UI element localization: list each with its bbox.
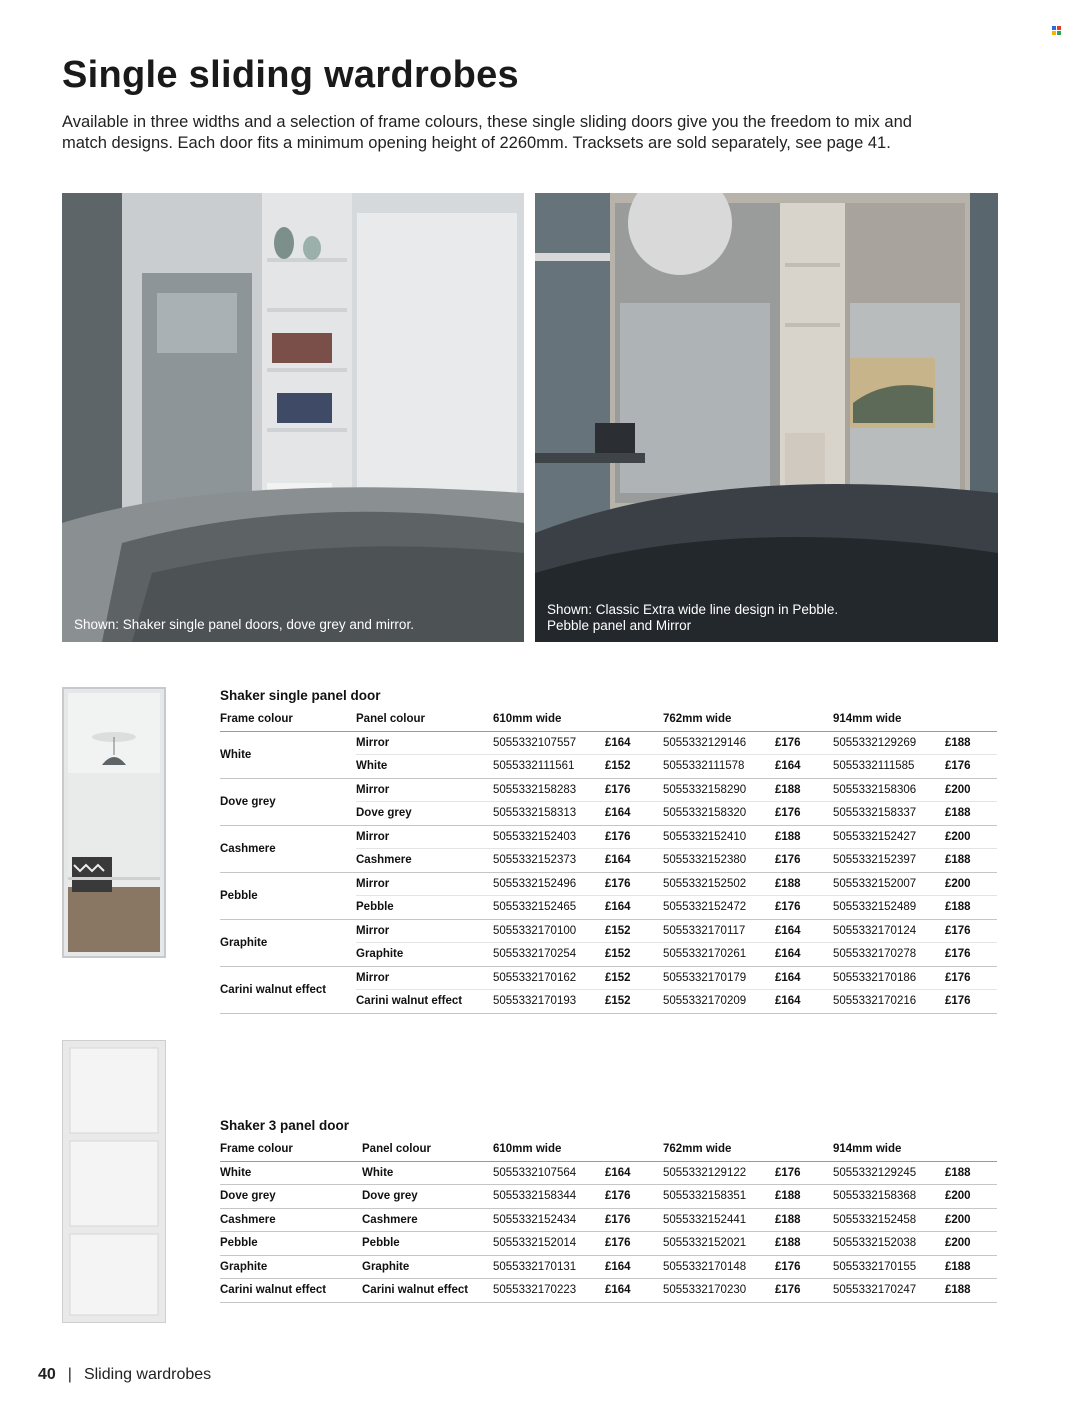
product-code-cell: 5055332170155 bbox=[833, 1255, 945, 1279]
price-cell: £152 bbox=[605, 990, 663, 1014]
product-code-cell: 5055332170254 bbox=[493, 943, 605, 967]
price-table-single-panel bbox=[220, 708, 997, 1014]
product-code-cell: 5055332170124 bbox=[833, 919, 945, 943]
product-code-cell: 5055332170148 bbox=[663, 1255, 775, 1279]
price-cell: £188 bbox=[945, 802, 997, 826]
frame-colour-cell: White bbox=[220, 1161, 362, 1185]
header-914mm: 914mm wide bbox=[833, 1138, 997, 1161]
price-cell: £164 bbox=[605, 1279, 663, 1303]
panel-colour-cell: White bbox=[356, 755, 493, 779]
frame-colour-cell: Dove grey bbox=[220, 778, 356, 825]
price-cell: £176 bbox=[775, 849, 833, 873]
product-code-cell: 5055332152465 bbox=[493, 896, 605, 920]
header-panel-colour: Panel colour bbox=[362, 1138, 493, 1161]
price-cell: £164 bbox=[605, 731, 663, 755]
price-cell: £164 bbox=[775, 755, 833, 779]
panel-colour-cell: Mirror bbox=[356, 872, 493, 896]
photo-caption-pebble-line1: Shown: Classic Extra wide line design in Pebble. bbox=[547, 602, 839, 617]
product-code-cell: 5055332170179 bbox=[663, 966, 775, 990]
table-header-row bbox=[220, 1138, 997, 1161]
price-cell: £188 bbox=[775, 1208, 833, 1232]
product-code-cell: 5055332170216 bbox=[833, 990, 945, 1014]
product-code-cell: 5055332158337 bbox=[833, 802, 945, 826]
frame-colour-cell: Cashmere bbox=[220, 825, 356, 872]
product-code-cell: 5055332152380 bbox=[663, 849, 775, 873]
product-code-cell: 5055332170223 bbox=[493, 1279, 605, 1303]
panel-colour-cell: Dove grey bbox=[356, 802, 493, 826]
price-cell: £176 bbox=[605, 872, 663, 896]
header-frame-colour: Frame colour bbox=[220, 1138, 362, 1161]
price-cell: £188 bbox=[945, 896, 997, 920]
header-610mm: 610mm wide bbox=[493, 708, 663, 731]
product-code-cell: 5055332170193 bbox=[493, 990, 605, 1014]
panel-colour-cell: Cashmere bbox=[362, 1208, 493, 1232]
section-name: Sliding wardrobes bbox=[83, 1366, 212, 1383]
price-cell: £176 bbox=[605, 1185, 663, 1209]
price-cell: £200 bbox=[945, 1185, 997, 1209]
product-code-cell: 5055332107557 bbox=[493, 731, 605, 755]
bedroom-photo-shaker bbox=[62, 193, 524, 642]
frame-colour-cell: Cashmere bbox=[220, 1208, 362, 1232]
product-code-cell: 5055332158351 bbox=[663, 1185, 775, 1209]
price-cell: £176 bbox=[605, 1232, 663, 1256]
price-cell: £176 bbox=[605, 778, 663, 802]
frame-colour-cell: Dove grey bbox=[220, 1185, 362, 1209]
price-cell: £152 bbox=[605, 919, 663, 943]
frame-colour-cell: Graphite bbox=[220, 1255, 362, 1279]
price-cell: £152 bbox=[605, 755, 663, 779]
panel-colour-cell: Mirror bbox=[356, 731, 493, 755]
price-cell: £176 bbox=[945, 919, 997, 943]
product-code-cell: 5055332111585 bbox=[833, 755, 945, 779]
table-row bbox=[220, 1255, 997, 1279]
price-cell: £152 bbox=[605, 966, 663, 990]
panel-colour-cell: Pebble bbox=[362, 1232, 493, 1256]
price-cell: £176 bbox=[945, 966, 997, 990]
table-row bbox=[220, 1279, 997, 1303]
price-cell: £176 bbox=[775, 896, 833, 920]
product-code-cell: 5055332158344 bbox=[493, 1185, 605, 1209]
price-cell: £164 bbox=[775, 943, 833, 967]
panel-colour-cell: Carini walnut effect bbox=[362, 1279, 493, 1303]
header-762mm: 762mm wide bbox=[663, 1138, 833, 1161]
product-code-cell: 5055332129122 bbox=[663, 1161, 775, 1185]
panel-colour-cell: Mirror bbox=[356, 919, 493, 943]
product-code-cell: 5055332170209 bbox=[663, 990, 775, 1014]
product-code-cell: 5055332158306 bbox=[833, 778, 945, 802]
price-cell: £188 bbox=[775, 778, 833, 802]
product-code-cell: 5055332158283 bbox=[493, 778, 605, 802]
product-code-cell: 5055332158290 bbox=[663, 778, 775, 802]
frame-colour-cell: Pebble bbox=[220, 872, 356, 919]
table-row bbox=[220, 1232, 997, 1256]
product-code-cell: 5055332158320 bbox=[663, 802, 775, 826]
product-code-cell: 5055332170100 bbox=[493, 919, 605, 943]
product-code-cell: 5055332152014 bbox=[493, 1232, 605, 1256]
header-frame-colour: Frame colour bbox=[220, 708, 356, 731]
product-code-cell: 5055332170186 bbox=[833, 966, 945, 990]
product-code-cell: 5055332152021 bbox=[663, 1232, 775, 1256]
panel-colour-cell: Mirror bbox=[356, 825, 493, 849]
price-cell: £176 bbox=[775, 1161, 833, 1185]
table-row bbox=[220, 825, 997, 849]
price-cell: £188 bbox=[945, 1255, 997, 1279]
product-code-cell: 5055332152403 bbox=[493, 825, 605, 849]
price-cell: £200 bbox=[945, 1232, 997, 1256]
price-cell: £200 bbox=[945, 872, 997, 896]
table-row bbox=[220, 966, 997, 990]
panel-colour-cell: Mirror bbox=[356, 778, 493, 802]
brand-logo-icon bbox=[1052, 26, 1062, 36]
product-code-cell: 5055332129146 bbox=[663, 731, 775, 755]
page-title: Single sliding wardrobes bbox=[62, 54, 519, 96]
price-cell: £176 bbox=[605, 1208, 663, 1232]
price-cell: £200 bbox=[945, 1208, 997, 1232]
table-header-row bbox=[220, 708, 997, 731]
product-code-cell: 5055332152038 bbox=[833, 1232, 945, 1256]
product-code-cell: 5055332152373 bbox=[493, 849, 605, 873]
price-cell: £188 bbox=[775, 1185, 833, 1209]
product-code-cell: 5055332152007 bbox=[833, 872, 945, 896]
price-cell: £176 bbox=[775, 1279, 833, 1303]
table-row bbox=[220, 1208, 997, 1232]
product-code-cell: 5055332152410 bbox=[663, 825, 775, 849]
panel-colour-cell: Graphite bbox=[362, 1255, 493, 1279]
price-cell: £188 bbox=[945, 1279, 997, 1303]
shaker-3-panel-door-image bbox=[62, 1040, 166, 1323]
table-row bbox=[220, 731, 997, 755]
price-cell: £188 bbox=[775, 872, 833, 896]
price-cell: £164 bbox=[605, 802, 663, 826]
price-cell: £176 bbox=[605, 825, 663, 849]
product-code-cell: 5055332152496 bbox=[493, 872, 605, 896]
product-code-cell: 5055332111578 bbox=[663, 755, 775, 779]
header-610mm: 610mm wide bbox=[493, 1138, 663, 1161]
frame-colour-cell: Carini walnut effect bbox=[220, 1279, 362, 1303]
shaker-single-panel-door-image bbox=[62, 687, 166, 958]
frame-colour-cell: White bbox=[220, 731, 356, 778]
footer-separator: | bbox=[67, 1366, 72, 1383]
product-code-cell: 5055332170261 bbox=[663, 943, 775, 967]
photo-caption-pebble-line2: Pebble panel and Mirror bbox=[547, 618, 692, 633]
price-cell: £164 bbox=[605, 1161, 663, 1185]
price-cell: £176 bbox=[775, 1255, 833, 1279]
photo-caption-shaker: Shown: Shaker single panel doors, dove grey and mirror. bbox=[74, 617, 414, 632]
frame-colour-cell: Graphite bbox=[220, 919, 356, 966]
table-row bbox=[220, 1185, 997, 1209]
intro-paragraph: Available in three widths and a selection of frame colours, these single sliding doors give you the freedom to mix and match designs. Each door fits a minimum opening height of 2260mm. Tracksets are sold separately, see page 41. bbox=[62, 113, 912, 152]
price-cell: £176 bbox=[945, 755, 997, 779]
product-code-cell: 5055332170117 bbox=[663, 919, 775, 943]
price-cell: £164 bbox=[775, 990, 833, 1014]
header-762mm: 762mm wide bbox=[663, 708, 833, 731]
product-code-cell: 5055332152397 bbox=[833, 849, 945, 873]
product-code-cell: 5055332158313 bbox=[493, 802, 605, 826]
price-cell: £188 bbox=[775, 825, 833, 849]
price-cell: £176 bbox=[775, 731, 833, 755]
product-code-cell: 5055332129269 bbox=[833, 731, 945, 755]
product-code-cell: 5055332107564 bbox=[493, 1161, 605, 1185]
product-code-cell: 5055332152489 bbox=[833, 896, 945, 920]
product-code-cell: 5055332152441 bbox=[663, 1208, 775, 1232]
header-panel-colour: Panel colour bbox=[356, 708, 493, 731]
price-cell: £200 bbox=[945, 778, 997, 802]
panel-colour-cell: Dove grey bbox=[362, 1185, 493, 1209]
product-code-cell: 5055332129245 bbox=[833, 1161, 945, 1185]
product-code-cell: 5055332170162 bbox=[493, 966, 605, 990]
product-code-cell: 5055332158368 bbox=[833, 1185, 945, 1209]
price-cell: £188 bbox=[945, 849, 997, 873]
product-code-cell: 5055332170131 bbox=[493, 1255, 605, 1279]
price-cell: £176 bbox=[945, 943, 997, 967]
page-footer bbox=[38, 1366, 211, 1384]
table-row bbox=[220, 1161, 997, 1185]
table-title-3-panel: Shaker 3 panel door bbox=[220, 1118, 350, 1133]
header-914mm: 914mm wide bbox=[833, 708, 997, 731]
price-cell: £200 bbox=[945, 825, 997, 849]
product-code-cell: 5055332152458 bbox=[833, 1208, 945, 1232]
page-number: 40 bbox=[38, 1366, 56, 1383]
table-title-single-panel: Shaker single panel door bbox=[220, 688, 381, 703]
product-code-cell: 5055332152434 bbox=[493, 1208, 605, 1232]
product-code-cell: 5055332170278 bbox=[833, 943, 945, 967]
price-cell: £188 bbox=[945, 731, 997, 755]
product-code-cell: 5055332111561 bbox=[493, 755, 605, 779]
price-cell: £152 bbox=[605, 943, 663, 967]
price-cell: £164 bbox=[775, 919, 833, 943]
product-code-cell: 5055332170247 bbox=[833, 1279, 945, 1303]
panel-colour-cell: Graphite bbox=[356, 943, 493, 967]
product-code-cell: 5055332170230 bbox=[663, 1279, 775, 1303]
product-code-cell: 5055332152427 bbox=[833, 825, 945, 849]
product-code-cell: 5055332152502 bbox=[663, 872, 775, 896]
frame-colour-cell: Pebble bbox=[220, 1232, 362, 1256]
panel-colour-cell: Cashmere bbox=[356, 849, 493, 873]
panel-colour-cell: Mirror bbox=[356, 966, 493, 990]
panel-colour-cell: Pebble bbox=[356, 896, 493, 920]
table-row bbox=[220, 778, 997, 802]
price-cell: £188 bbox=[945, 1161, 997, 1185]
panel-colour-cell: White bbox=[362, 1161, 493, 1185]
price-cell: £164 bbox=[775, 966, 833, 990]
price-cell: £164 bbox=[605, 1255, 663, 1279]
price-cell: £164 bbox=[605, 896, 663, 920]
frame-colour-cell: Carini walnut effect bbox=[220, 966, 356, 1013]
price-cell: £164 bbox=[605, 849, 663, 873]
table-row bbox=[220, 919, 997, 943]
product-code-cell: 5055332152472 bbox=[663, 896, 775, 920]
table-row bbox=[220, 872, 997, 896]
price-table-3-panel bbox=[220, 1138, 997, 1303]
price-cell: £176 bbox=[945, 990, 997, 1014]
panel-colour-cell: Carini walnut effect bbox=[356, 990, 493, 1014]
bedroom-photo-pebble bbox=[535, 193, 998, 642]
price-cell: £176 bbox=[775, 802, 833, 826]
price-cell: £188 bbox=[775, 1232, 833, 1256]
